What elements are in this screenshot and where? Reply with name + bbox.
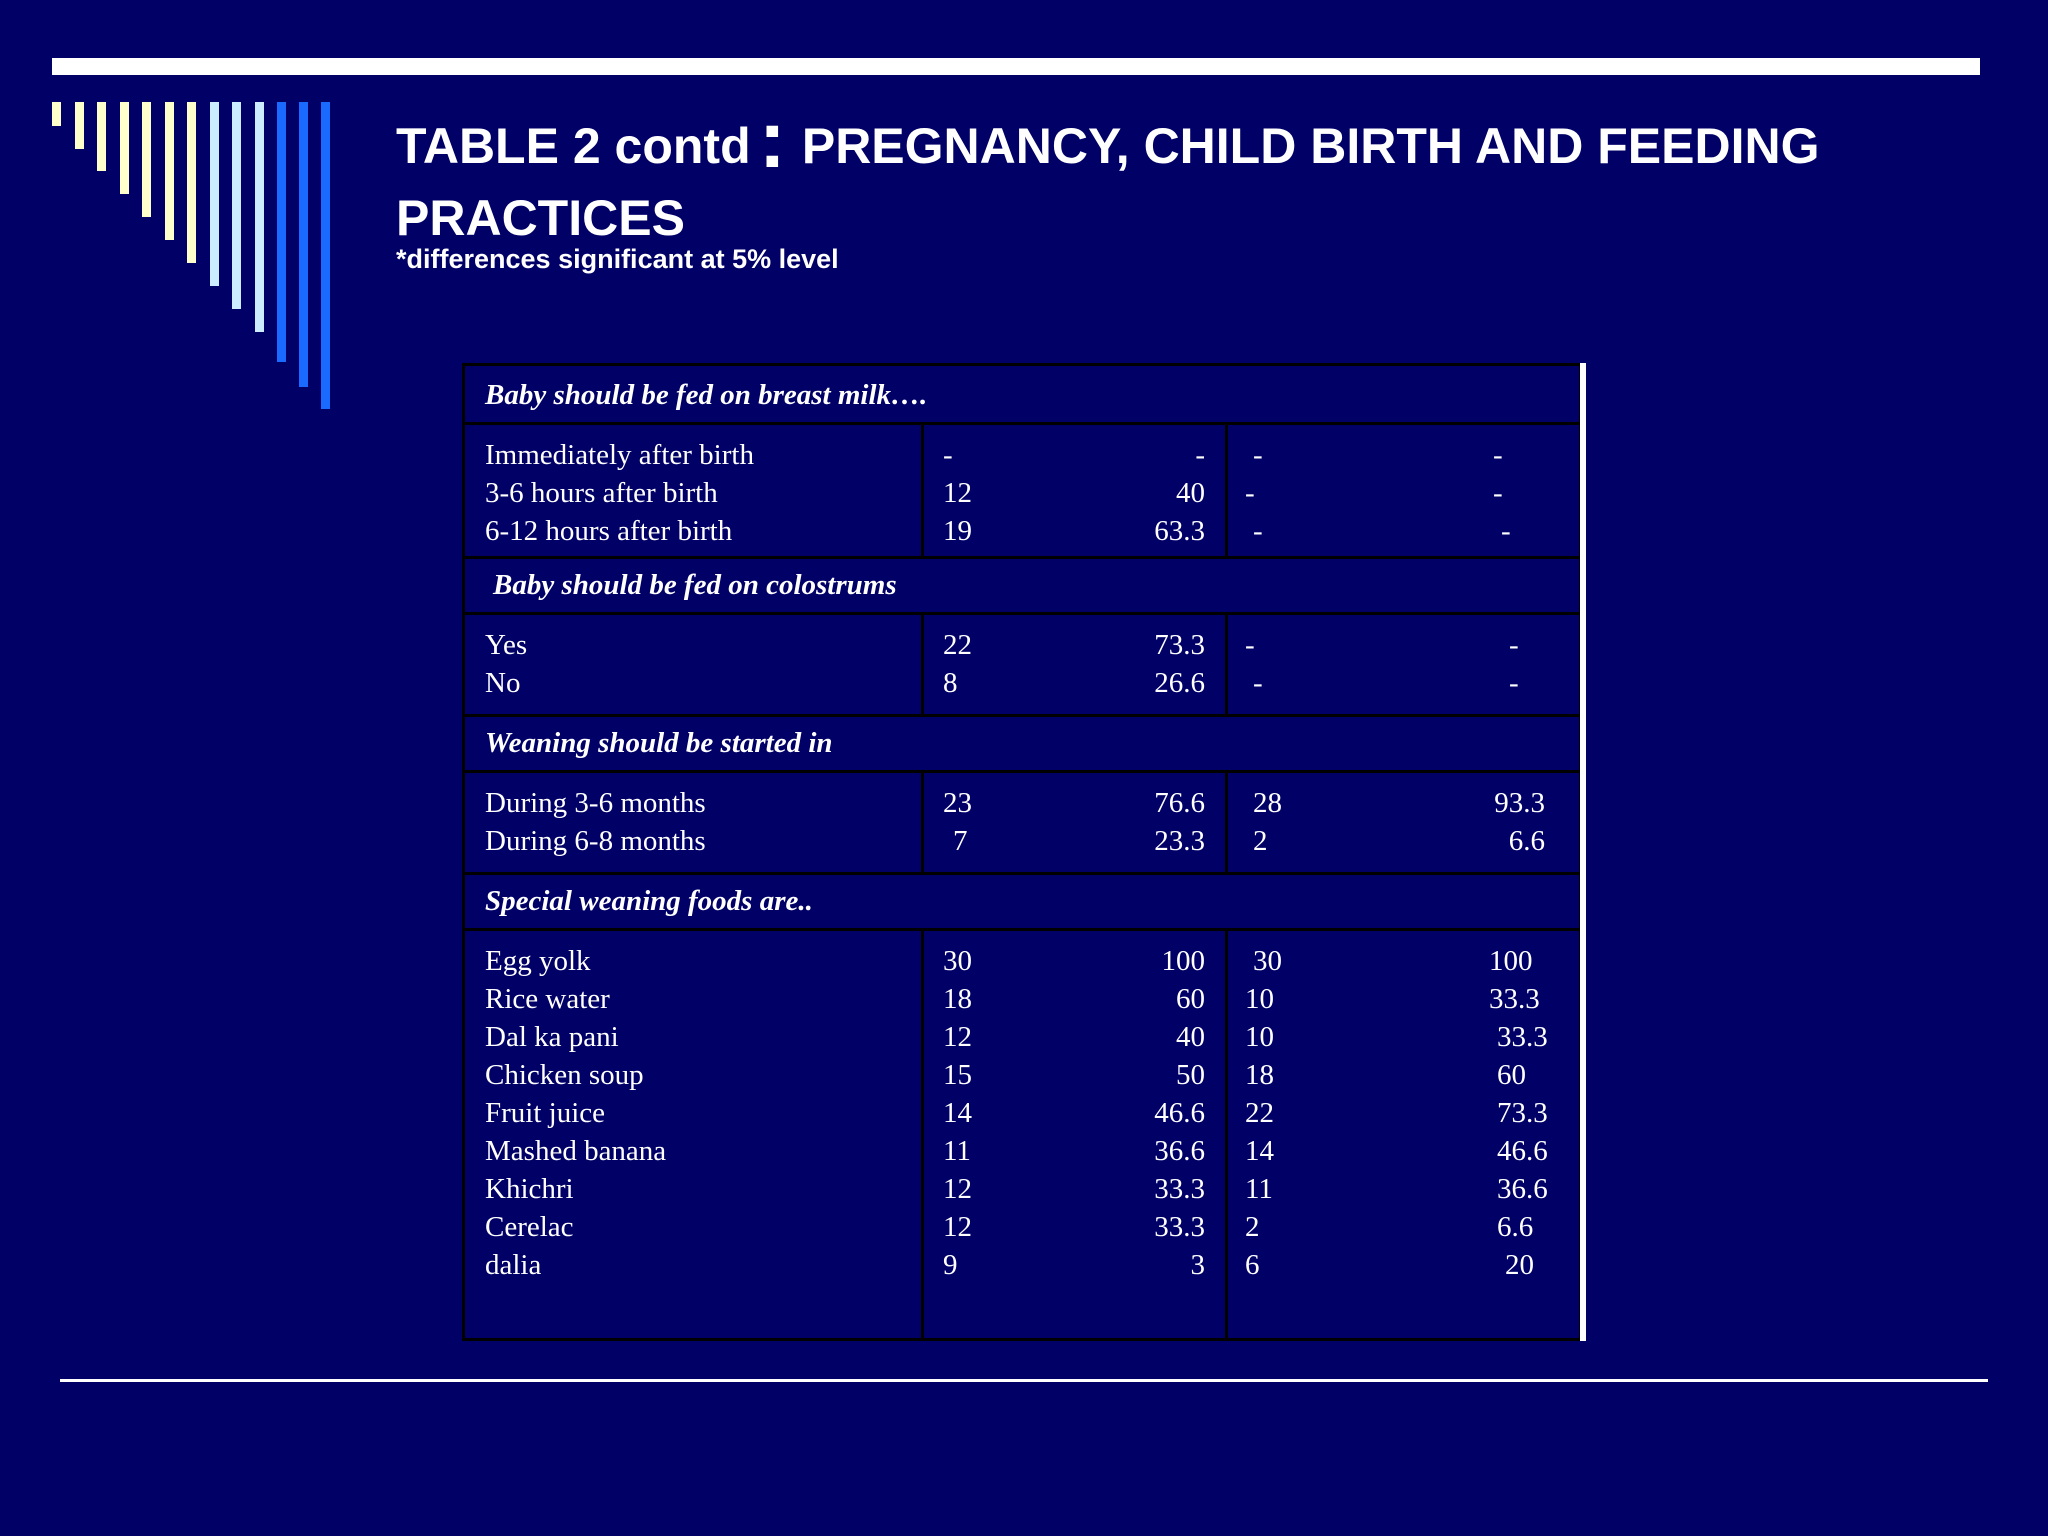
cell-n1: 30 [943,945,972,977]
deco-stripe [255,102,264,332]
cell-n1: 8 [943,667,958,699]
cell-n1: 12 [943,1173,972,1205]
table-rule [1225,422,1228,556]
row-label: No [485,667,521,699]
cell-n1: 12 [943,1021,972,1053]
cell-n2: - [1253,515,1263,547]
row-label: During 3-6 months [485,787,706,819]
cell-p1: 46.6 [1154,1097,1205,1129]
cell-n1: 14 [943,1097,972,1129]
slide-title [396,94,1996,254]
deco-stripe [142,102,151,217]
deco-stripe [165,102,174,240]
row-label: 6-12 hours after birth [485,515,733,547]
cell-n1: 19 [943,515,972,547]
cell-p1: 26.6 [1154,667,1205,699]
top-rule [52,58,1980,75]
cell-p1: 40 [1176,477,1205,509]
deco-stripe [277,102,286,362]
cell-p2: 93.3 [1494,787,1545,819]
cell-p1: 36.6 [1154,1135,1205,1167]
cell-p1: 23.3 [1154,825,1205,857]
row-label: During 6-8 months [485,825,706,857]
cell-n2: - [1245,629,1255,661]
row-label: Chicken soup [485,1059,644,1091]
cell-n2: - [1253,667,1263,699]
deco-stripe [120,102,129,194]
cell-p2: 33.3 [1497,1021,1548,1053]
cell-p2: - [1493,439,1503,471]
cell-n1: 11 [943,1135,971,1167]
cell-n1: 12 [943,477,972,509]
cell-p1: 40 [1176,1021,1205,1053]
cell-p2: 6.6 [1497,1211,1534,1243]
cell-n1: 12 [943,1211,972,1243]
cell-p2: 36.6 [1497,1173,1548,1205]
cell-p1: 63.3 [1154,515,1205,547]
title-part1: TABLE 2 contd [396,118,751,174]
table-rule [1225,928,1228,1338]
cell-p1: 76.6 [1154,787,1205,819]
deco-stripe [187,102,196,263]
row-label: Immediately after birth [485,439,754,471]
cell-p2: - [1493,477,1503,509]
row-label: Egg yolk [485,945,591,977]
cell-n1: - [943,439,953,471]
cell-n2: 22 [1245,1097,1274,1129]
bottom-rule [60,1379,1988,1382]
deco-stripe [299,102,308,387]
table-rule [465,612,1579,615]
cell-p2: 73.3 [1497,1097,1548,1129]
table-rule [465,928,1579,931]
cell-n1: 9 [943,1249,958,1281]
cell-n2: 2 [1245,1211,1260,1243]
cell-p1: 73.3 [1154,629,1205,661]
row-label: Cerelac [485,1211,574,1243]
cell-p2: - [1509,629,1519,661]
section-header: Baby should be fed on breast milk…. [485,379,928,411]
table-rule [465,872,1579,875]
data-table [462,363,1582,1341]
cell-p2: 60 [1497,1059,1526,1091]
table-rule [921,770,924,872]
row-label: dalia [485,1249,542,1281]
cell-n2: - [1253,439,1263,471]
deco-stripe [232,102,241,309]
cell-n1: 22 [943,629,972,661]
cell-p1: 50 [1176,1059,1205,1091]
table-rule [465,556,1579,559]
cell-n2: 11 [1245,1173,1273,1205]
cell-n2: 10 [1245,983,1274,1015]
slide-subtitle: *differences significant at 5% level [396,244,839,274]
cell-p2: 100 [1489,945,1533,977]
deco-stripe [97,102,106,171]
table-rule [921,422,924,556]
row-label: Mashed banana [485,1135,667,1167]
title-part2: PREGNANCY, CHILD BIRTH AND FEEDING PRACTICES [396,118,1820,246]
row-label: Khichri [485,1173,574,1205]
cell-n2: 2 [1253,825,1268,857]
row-label: 3-6 hours after birth [485,477,718,509]
table-rule [465,422,1579,425]
cell-n2: - [1245,477,1255,509]
cell-n1: 15 [943,1059,972,1091]
cell-p1: 100 [1161,945,1205,977]
table-rule [465,770,1579,773]
table-rule [1225,612,1228,714]
table-rule [1225,770,1228,872]
cell-n1: 18 [943,983,972,1015]
cell-p2: 33.3 [1489,983,1540,1015]
cell-n2: 10 [1245,1021,1274,1053]
deco-stripe [75,102,84,149]
cell-n2: 30 [1253,945,1282,977]
cell-n1: 23 [943,787,972,819]
section-header: Baby should be fed on colostrums [493,569,897,601]
cell-p2: 20 [1505,1249,1534,1281]
cell-p1: 33.3 [1154,1211,1205,1243]
row-label: Rice water [485,983,610,1015]
section-header: Weaning should be started in [485,727,833,759]
cell-n2: 18 [1245,1059,1274,1091]
table-right-edge [1580,363,1586,1341]
cell-p1: - [1195,439,1205,471]
table-rule [921,612,924,714]
cell-p1: 3 [1190,1249,1205,1281]
row-label: Dal ka pani [485,1021,619,1053]
cell-p1: 60 [1176,983,1205,1015]
row-label: Yes [485,629,528,661]
cell-n2: 28 [1253,787,1282,819]
deco-stripe [210,102,219,286]
cell-n2: 6 [1245,1249,1260,1281]
cell-p2: - [1509,667,1519,699]
deco-stripe [52,102,61,126]
cell-n1: 7 [953,825,968,857]
cell-p2: - [1501,515,1511,547]
cell-p2: 6.6 [1508,825,1545,857]
title-colon: : [758,94,786,185]
table-rule [465,714,1579,717]
cell-p1: 33.3 [1154,1173,1205,1205]
table-rule [921,928,924,1338]
deco-stripe [321,102,330,409]
cell-p2: 46.6 [1497,1135,1548,1167]
row-label: Fruit juice [485,1097,606,1129]
cell-n2: 14 [1245,1135,1274,1167]
section-header: Special weaning foods are.. [485,885,813,917]
